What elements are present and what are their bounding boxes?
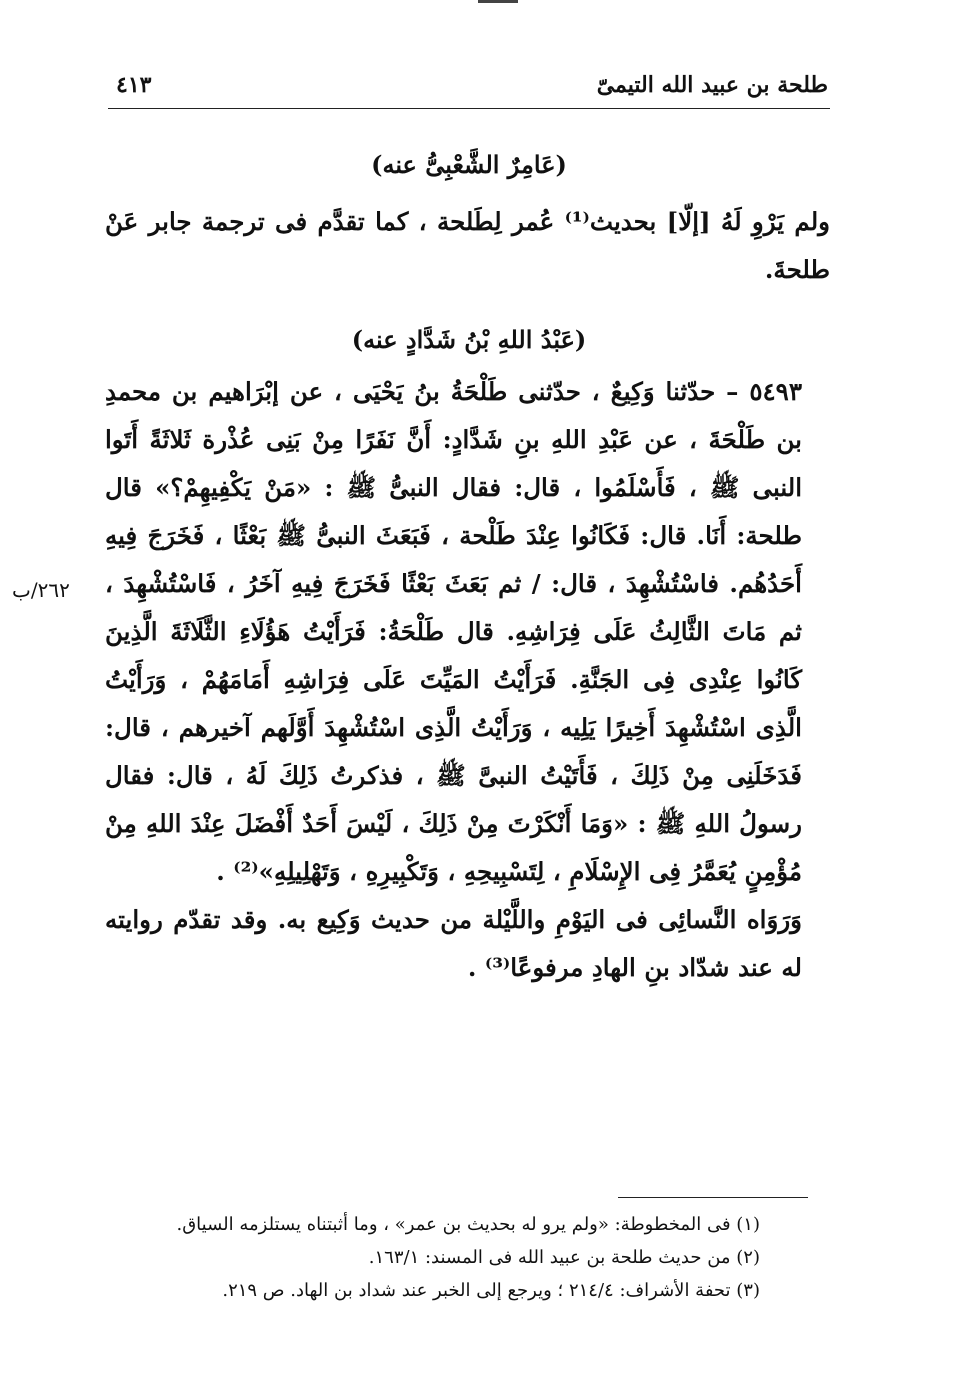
section-body-abdullah (105, 368, 830, 992)
footnote-divider (618, 1197, 808, 1198)
section-heading-abdullah: (عَبْدُ اللهِ بْنُ شَدَّادٍ عنه) (351, 325, 587, 354)
paragraph: وَرَوَاه النَّسائِى فى اليَوْمِ واللَّيْلة من حديث وَكِيع به. وقد تقدّم روايته له عند شدّاد بنِ الهادِ مرفوعًا⁽³⁾ . (105, 905, 802, 982)
footnote-1: (١) فى المخطوطة: «ولم يرو له بحديث بن عمر» ، وما أثبتناه يستلزمه السياق. (176, 1214, 760, 1235)
running-header (110, 70, 828, 102)
footnotes (120, 1208, 760, 1307)
section-body-amir (105, 198, 830, 294)
hadith-paragraph: ٥٤٩٣ – حدّثنا وَكِيعٌ ، حدّثنى طَلْحَةُ بنُ يَحْيَى ، عن إبْرَاهيم بن محمدِ بن طَلْحَةَ ، عن عَبْدِ اللهِ بنِ شَدَّادٍ: أَنَّ نَفَرًا مِنْ بَنِى عُذْرة ثَلاثَةً أَتَوا النبى ﷺ ، فَأَسْلَمُوا ، قال: فقال النبىُّ ﷺ : «مَنْ يَكْفِيهِمْ؟» قال طلحة: أَنَا. قال: فَكَانُوا عِنْدَ طَلْحة ، فَبَعَثَ النبىُّ ﷺ بَعْثًا ، فَخَرَجَ فِيهِ أَحَدُهُم. فاسْتُشْهِدَ ، قال: / ثم بَعَثَ بَعْثًا فَخَرَجَ فِيهِ آخَرُ ، فَاسْتُشْهِدَ ، ثم مَاتَ الثَّالِثُ عَلَى فِرَاشِهِ. قال طَلْحَةُ: فَرَأَيْتُ هَؤُلَاءِ الثَّلَاثَةَ الَّذِينَ كَانُوا عِنْدِى فِى الجَنَّةِ. فَرَأَيْتُ المَيِّتَ عَلَى فِرَاشِهِ أَمَامَهُمْ ، وَرَأَيْتُ الَّذِى اسْتُشْهِدَ أَخِيرًا يَلِيه ، وَرَأَيْتُ الَّذِى اسْتُشْهِدَ أَوَّلَهم آخيرهم ، قال: فَدَخَلَنِى مِنْ ذَلِكَ ، فَأَتَيْتُ النبىَّ ﷺ ، فذكرتُ ذَلِكَ لَهُ ، قال: فقال رسولُ اللهِ ﷺ : «وَمَا أَنْكَرْتَ مِنْ ذَلِكَ ، لَيْسَ أَحَدٌ أَفْضَلَ عِنْدَ اللهِ مِنْ مُؤْمِنٍ يُعَمَّرُ فِى الإِسْلَامِ ، لِتَسْبِيحِهِ ، وَتَكْبِيرِهِ ، وَتَهْلِيلِهِ»⁽²⁾ . (105, 377, 802, 886)
section-heading-amir: (عَامِرٌ الشَّعْبِىُّ عنه) (371, 150, 567, 179)
footnote-3: (٣) تحفة الأشراف: ٢١٤/٤ ؛ ويرجع إلى الخبر عند شداد بن الهاد. ص ٢١٩. (222, 1280, 760, 1301)
footnote-2: (٢) من حديث طلحة بن عبيد الله فى المسند: ١٦٣/١. (368, 1247, 760, 1268)
scan-artifact (478, 0, 518, 3)
header-divider (108, 108, 830, 109)
paragraph: ولم يَرْوِ لَهُ [إلّا] بحديث⁽¹⁾ عُمر لِطَلحة ، كما تقدَّم فى ترجمة جابر عَنْ طلحةَ. (105, 207, 830, 284)
running-header-title: طلحة بن عبيد الله التيمىّ (596, 72, 828, 98)
manuscript-folio-note: ٢٦٢/ب (12, 578, 70, 602)
page-number: ٤١٣ (116, 72, 152, 98)
